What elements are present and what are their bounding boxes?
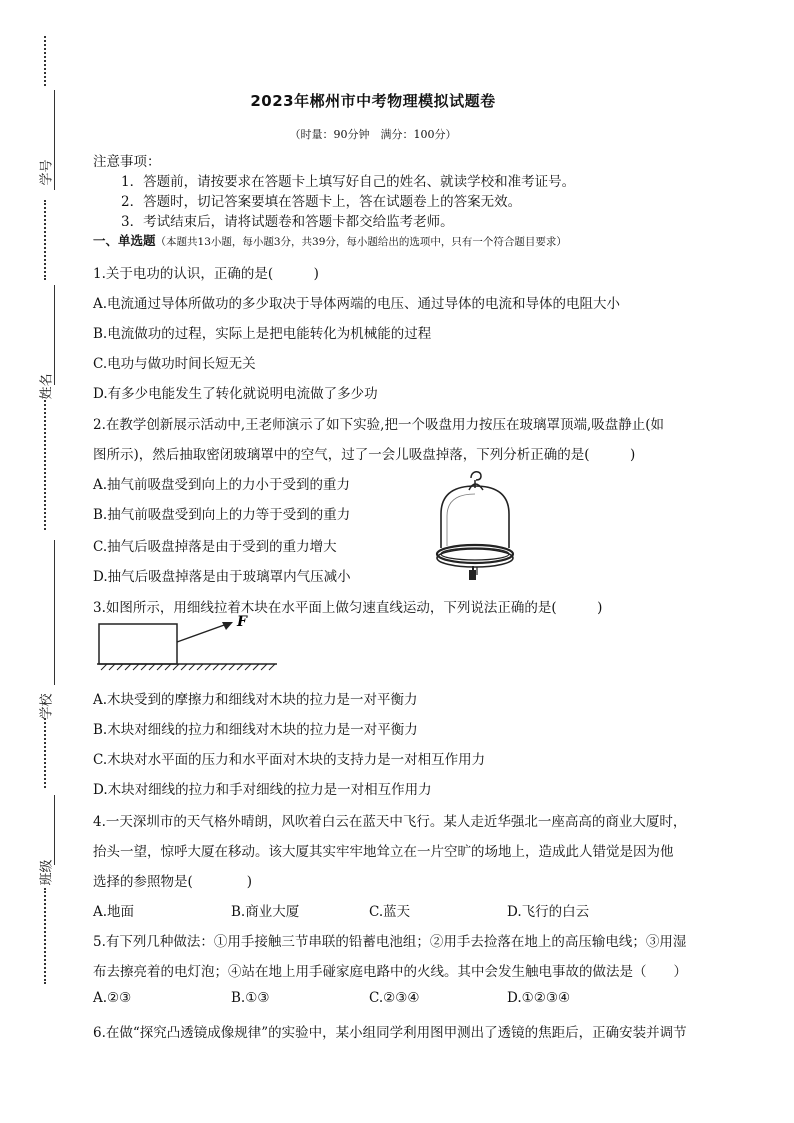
question-option: D.抽气后吸盘掉落是由于玻璃罩内气压减小 bbox=[93, 569, 351, 585]
question-option: A.②③ bbox=[93, 990, 132, 1006]
notice-heading: 注意事项： bbox=[93, 154, 161, 170]
section-note: （本题共13小题，每小题3分，共39分，每小题给出的选项中，只有一个符合题目要求） bbox=[155, 236, 567, 248]
question-option: B.抽气前吸盘受到向上的力等于受到的重力 bbox=[93, 507, 351, 523]
question-stem: 2.在教学创新展示活动中,王老师演示了如下实验,把一个吸盘用力按压在玻璃罩顶端,吸盘静止(如 bbox=[93, 417, 665, 433]
margin-dotted-line bbox=[44, 36, 46, 86]
question-option: C.②③④ bbox=[369, 990, 420, 1006]
notice-item: 2．答题时，切记答案要填在答题卡上，答在试题卷上的答案无效。 bbox=[121, 194, 522, 210]
margin-solid-line bbox=[54, 795, 55, 865]
margin-label-student-id: 学号 bbox=[39, 159, 55, 186]
question-option: C.抽气后吸盘掉落是由于受到的重力增大 bbox=[93, 539, 337, 555]
bell-jar-figure bbox=[433, 466, 523, 584]
margin-dotted-line bbox=[44, 200, 46, 280]
section-label: 一、单选题 bbox=[93, 233, 156, 248]
question-stem: 选择的参照物是( ) bbox=[93, 874, 253, 890]
question-stem: 图所示)，然后抽取密闭玻璃罩中的空气，过了一会儿吸盘掉落，下列分析正确的是( ) bbox=[93, 447, 636, 463]
margin-dotted-line bbox=[44, 888, 46, 984]
notice-item: 1．答题前，请按要求在答题卡上填写好自己的姓名、就读学校和准考证号。 bbox=[121, 174, 576, 190]
question-option: B.①③ bbox=[231, 990, 270, 1006]
block-pulled-figure bbox=[97, 612, 279, 676]
question-option: C.蓝天 bbox=[369, 904, 411, 920]
page-title: 2023年郴州市中考物理模拟试题卷 bbox=[250, 92, 496, 110]
margin-label-class: 班级 bbox=[39, 859, 55, 886]
question-option: D.①②③④ bbox=[507, 990, 571, 1006]
margin-dotted-line bbox=[44, 718, 46, 788]
question-stem: 1.关于电功的认识，正确的是( ) bbox=[93, 266, 319, 282]
question-stem: 3.如图所示，用细线拉着木块在水平面上做匀速直线运动，下列说法正确的是( ) bbox=[93, 600, 603, 616]
question-stem: 6.在做“探究凸透镜成像规律”的实验中，某小组同学利用图甲测出了透镜的焦距后，正确安装并调节 bbox=[93, 1025, 687, 1041]
question-option: D.有多少电能发生了转化就说明电流做了多少功 bbox=[93, 386, 378, 402]
force-label: F bbox=[237, 614, 247, 630]
question-stem: 4.一天深圳市的天气格外晴朗，风吹着白云在蓝天中飞行。某人走近华强北一座高高的商业大厦时， bbox=[93, 814, 687, 830]
section-heading bbox=[93, 231, 567, 249]
question-option: B.电流做功的过程，实际上是把电能转化为机械能的过程 bbox=[93, 326, 432, 342]
margin-solid-line bbox=[54, 285, 55, 385]
question-option: D.飞行的白云 bbox=[507, 904, 590, 920]
margin-label-school: 学校 bbox=[39, 693, 55, 720]
question-stem: 抬头一望，惊呼大厦在移动。该大厦其实牢牢地耸立在一片空旷的场地上，造成此人错觉是因为他 bbox=[93, 844, 674, 860]
question-stem: 5.有下列几种做法：①用手接触三节串联的铅蓄电池组；②用手去捡落在地上的高压输电线；③用湿 bbox=[93, 934, 687, 950]
exam-time-and-score: （时量：90分钟 满分：100分） bbox=[289, 128, 457, 141]
question-option: C.电功与做功时间长短无关 bbox=[93, 356, 256, 372]
question-option: B.商业大厦 bbox=[231, 904, 300, 920]
binding-margin bbox=[0, 0, 80, 1123]
question-option: D.木块对细线的拉力和手对细线的拉力是一对相互作用力 bbox=[93, 782, 432, 798]
margin-solid-line bbox=[54, 540, 55, 685]
margin-label-name: 姓名 bbox=[39, 373, 55, 400]
question-option: A.地面 bbox=[93, 904, 135, 920]
question-option: A.抽气前吸盘受到向上的力小于受到的重力 bbox=[93, 477, 351, 493]
margin-dotted-line bbox=[44, 400, 46, 530]
question-option: A.木块受到的摩擦力和细线对木块的拉力是一对平衡力 bbox=[93, 692, 418, 708]
question-stem: 布去擦亮着的电灯泡；④站在地上用手碰家庭电路中的火线。其中会发生触电事故的做法是（ ） bbox=[93, 964, 687, 980]
question-option: B.木块对细线的拉力和细线对木块的拉力是一对平衡力 bbox=[93, 722, 418, 738]
question-option: C.木块对水平面的压力和水平面对木块的支持力是一对相互作用力 bbox=[93, 752, 486, 768]
question-option: A.电流通过导体所做功的多少取决于导体两端的电压、通过导体的电流和导体的电阻大小 bbox=[93, 296, 621, 312]
notice-item: 3．考试结束后，请将试题卷和答题卡都交给监考老师。 bbox=[121, 214, 454, 230]
